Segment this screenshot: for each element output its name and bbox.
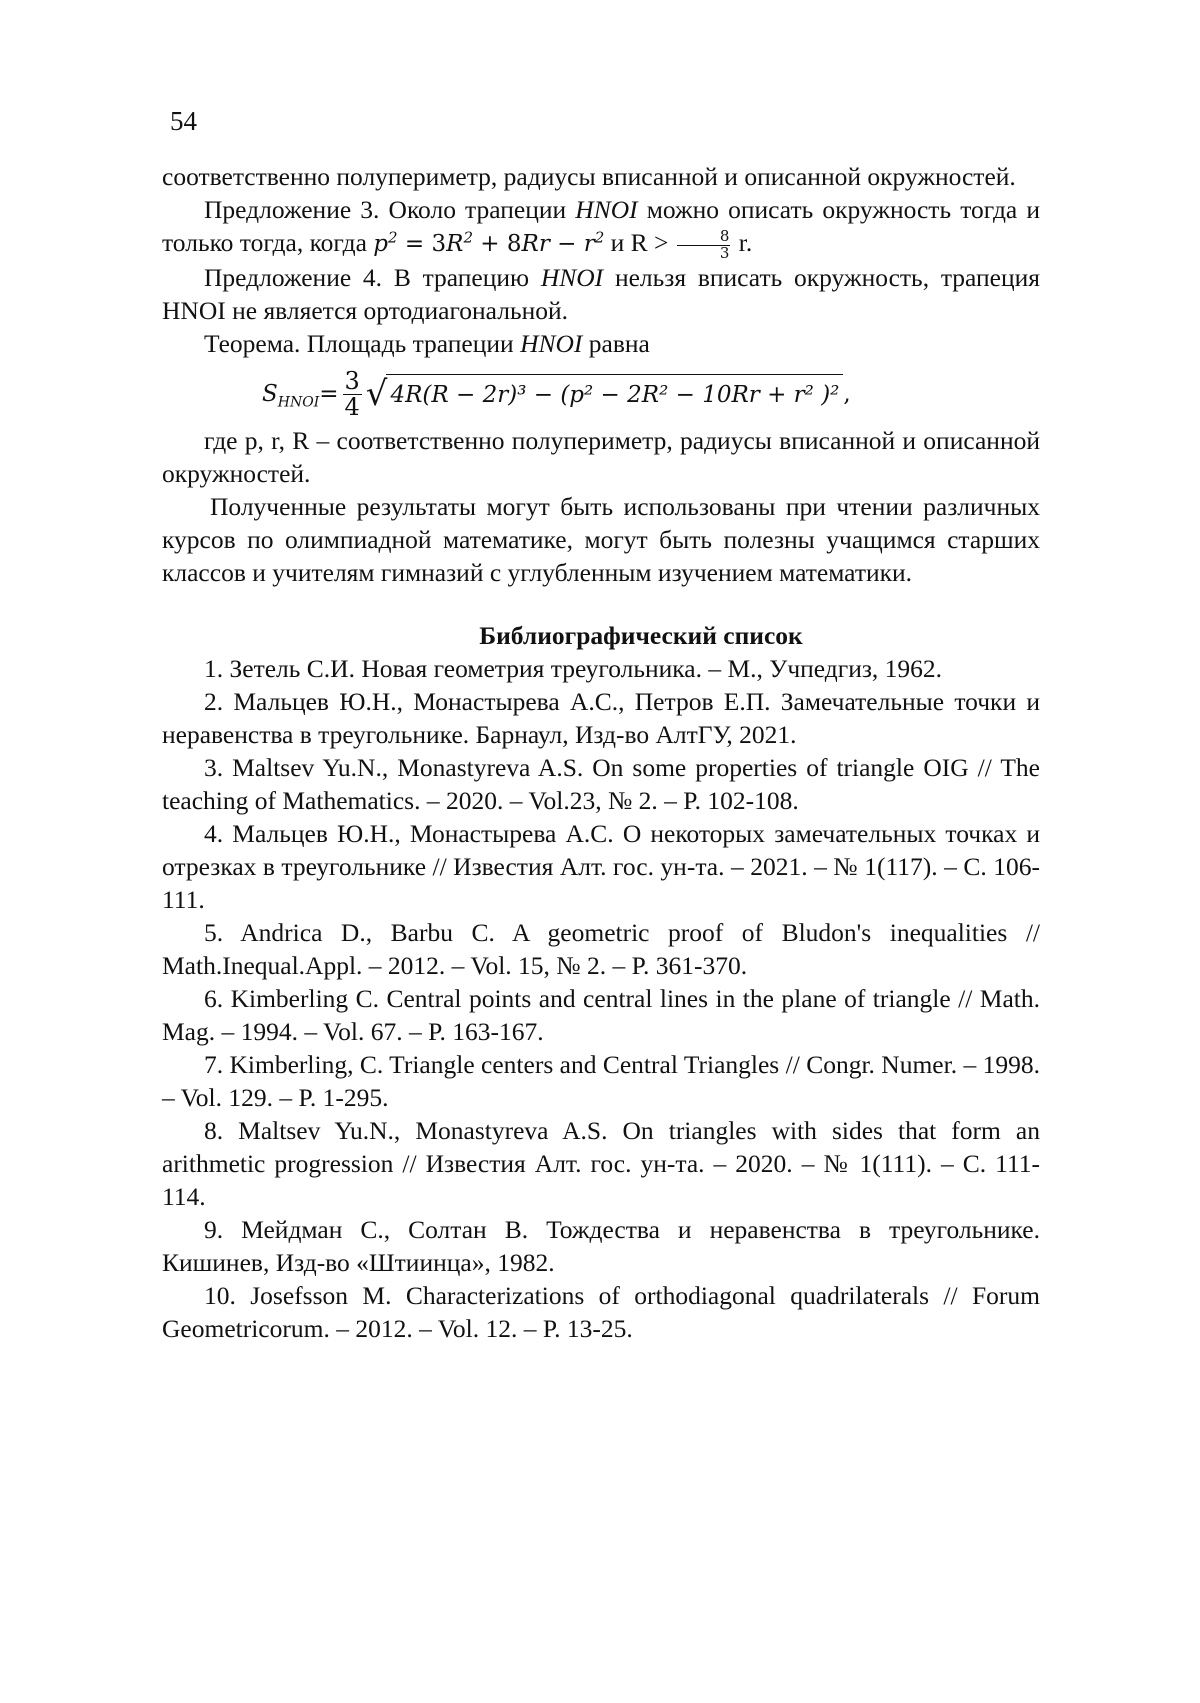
proposition-4: Предложение 4. В трапецию HNOI нельзя вписать окружность, трапеция HNOI не является ортодиагональной.: [162, 261, 1040, 327]
radical-sign: √: [366, 374, 388, 414]
area-formula: SHNOI = 3 4 √ 4R(R − 2r)³ − (p² − 2R² − 10Rr + r² )² ,: [162, 366, 1040, 422]
trapezoid-name: HNOI: [541, 263, 603, 292]
proposition-3-formula: p2 = 3R2 + 8Rr − r2: [373, 231, 604, 257]
square-root: [366, 374, 844, 414]
trapezoid-name: HNOI: [575, 195, 637, 224]
results-paragraph: Полученные результаты могут быть использованы при чтении различных курсов по олимпиадной математике, могут быть полезны учащимся старших классов и учителям гимназий с углубленным изучением математики.: [162, 490, 1040, 589]
page-content: [162, 160, 1040, 1345]
bibliography-item: 3. Maltsev Yu.N., Monastyreva A.S. On some properties of triangle OIG // The teaching of Mathematics. – 2020. – Vol.23, № 2. – P. 102-108.: [162, 751, 1040, 817]
theorem: Теорема. Площадь трапеции HNOI равна: [162, 327, 1040, 360]
bibliography-list: [162, 652, 1040, 1345]
bibliography-item: 6. Kimberling C. Central points and central lines in the plane of triangle // Math. Mag. – 1994. – Vol. 67. – P. 163-167.: [162, 982, 1040, 1048]
bibliography-item: 9. Мейдман С., Солтан В. Тождества и неравенства в треугольнике. Кишинев, Изд-во «Штиинца», 1982.: [162, 1213, 1040, 1279]
inequality-text: и R >: [604, 228, 675, 257]
radicand: 4R(R − 2r)³ − (p² − 2R² − 10Rr + r² )²: [386, 374, 843, 414]
bibliography-item: 1. Зетель С.И. Новая геометрия треугольника. – М., Учпедгиз, 1962.: [162, 652, 1040, 685]
formula-lhs: SHNOI: [262, 378, 319, 411]
proposition-3-end: r.: [732, 228, 752, 257]
bibliography-item: 7. Kimberling, C. Triangle centers and Central Triangles // Congr. Numer. – 1998. – Vol. 129. – P. 1-295.: [162, 1048, 1040, 1114]
bibliography-item: 10. Josefsson M. Characterizations of orthodiagonal quadrilaterals // Forum Geometricorum. – 2012. – Vol. 12. – P. 13-25.: [162, 1279, 1040, 1345]
bibliography-item: 2. Мальцев Ю.Н., Монастырева А.С., Петров Е.П. Замечательные точки и неравенства в треугольнике. Барнаул, Изд-во АлтГУ, 2021.: [162, 685, 1040, 751]
where-clause: где p, r, R – соответственно полупериметр, радиусы вписанной и описанной окружностей.: [162, 424, 1040, 490]
fraction-3-4: 3 4: [343, 369, 362, 420]
proposition-3-intro: Предложение 3. Около трапеции: [204, 195, 566, 224]
proposition-3: [162, 193, 1040, 261]
bibliography-item: 8. Maltsev Yu.N., Monastyreva A.S. On triangles with sides that form an arithmetic progression // Известия Алт. гос. ун-та. – 2020. – № 1(111). – С. 111-114.: [162, 1114, 1040, 1213]
trapezoid-name: HNOI: [520, 329, 582, 358]
bibliography-item: 5. Andrica D., Barbu C. A geometric proof of Bludon's inequalities // Math.Inequal.Appl. – 2012. – Vol. 15, № 2. – P. 361-370.: [162, 916, 1040, 982]
bibliography-heading: Библиографический список: [162, 619, 1040, 652]
bibliography-item: 4. Мальцев Ю.Н., Монастырева А.С. О некоторых замечательных точках и отрезках в треугольнике // Известия Алт. гос. ун-та. – 2021. – № 1(117). – С. 106-111.: [162, 817, 1040, 916]
paragraph-continuation: соответственно полупериметр, радиусы вписанной и описанной окружностей.: [162, 160, 1040, 193]
page-number: 54: [170, 106, 197, 137]
fraction-8-3: 8 3: [677, 229, 731, 262]
proposition-3-text: можно описать окружность тогда и только тогда, когда: [162, 195, 1040, 257]
